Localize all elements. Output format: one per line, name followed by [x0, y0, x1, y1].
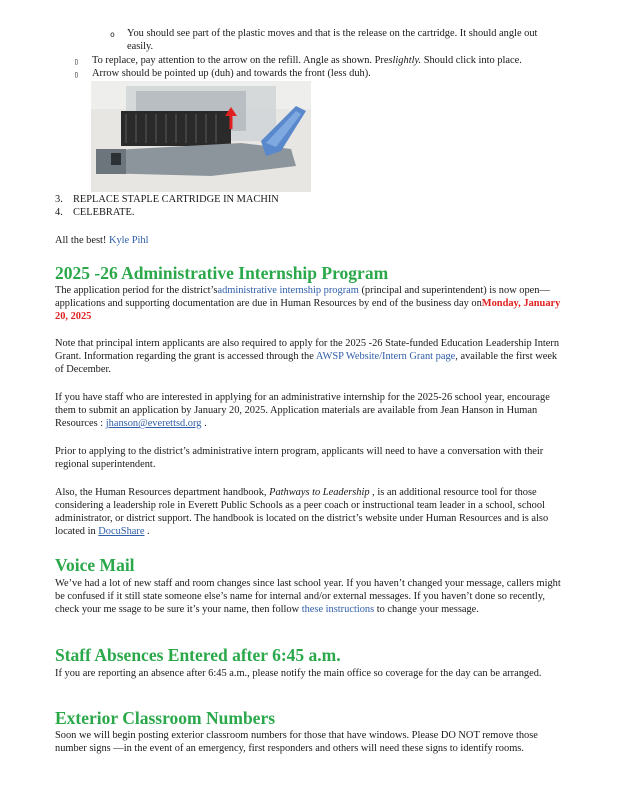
step-item-4: 4. CELEBRATE.: [55, 207, 135, 218]
internship-paragraph-2: Note that principal intern applicants are also required to apply for the 2025 -26 State-funded Education Leadership Intern Grant. Information regarding the grant is accessed through the AWSP Website/Intern Grant page, available the first week of December.: [55, 338, 560, 375]
step-list: [55, 193, 455, 219]
bullet-text: Arrow should be pointed up (duh) and towards the front (less duh).: [92, 68, 371, 79]
handbook-title: Pathways to Leadership: [269, 487, 370, 498]
bullet-text-italic: slightly.: [388, 55, 422, 66]
internship-paragraph-1: The application period for the district’sadministrative internship program (principal and superintendent) is now open—applications and supporting documentation are due in Human Resources by end of the business day onMonday, January 20, 2025: [55, 285, 561, 322]
email-link[interactable]: jhanson@everettsd.org: [105, 418, 202, 429]
heading-voicemail: Voice Mail: [55, 555, 135, 575]
internship-paragraph-5: Also, the Human Resources department handbook, Pathways to Leadership , is an additional resource tool for those considering a leadership role in Everett Public Schools as a peer coach or instructional team leader in a school, school administrator, or district support. The handbook is located on the district’s website under Human Resources and is also located in DocuShare .: [55, 487, 549, 537]
author-name: Kyle Pihl: [108, 235, 149, 246]
stapler-illustration: [91, 81, 311, 192]
bullet-item-arrow: [74, 67, 574, 80]
awsp-link[interactable]: AWSP Website/Intern Grant page: [315, 351, 456, 362]
voicemail-paragraph: We’ve had a lot of new staff and room changes since last school year. If you haven’t changed your message, callers might be confused if it still state someone else’s name for internal and/or external messages. If you haven’t done so recently, check your me ssage to be sure it’s your name, then follow these instructions to change your message.: [55, 578, 561, 615]
staple-cartridge-photo: [91, 81, 311, 192]
bullet-item-replace: [74, 54, 574, 67]
step-item-3: 3. REPLACE STAPLE CARTRIDGE IN MACHIN: [55, 194, 279, 205]
heading-absences: Staff Absences Entered after 6:45 a.m.: [55, 645, 341, 665]
bullet-marker: ▯: [74, 57, 79, 66]
heading-internship: 2025 -26 Administrative Internship Program: [55, 263, 389, 283]
sub-bullet-item: [110, 27, 560, 53]
bullet-marker: ▯: [74, 70, 79, 79]
bullet-text-c: Should click into place.: [421, 55, 522, 66]
internship-paragraph-4: Prior to applying to the district’s administrative intern program, applicants will need to have a conversation with their regional superintendent.: [55, 446, 544, 470]
voicemail-instructions-link[interactable]: these instructions: [301, 604, 375, 615]
signoff: All the best! Kyle Pihl: [55, 235, 149, 246]
internship-paragraph-3: If you have staff who are interested in applying for an administrative internship for the 2025-26 school year, encourage them to submit an application by January 20, 2025. Application materials are available from Jean Hanson in Human Resources : jhanson@everettsd.org .: [55, 392, 550, 429]
bullet-text-a: To replace, pay attention to the arrow on the refill. Angle as shown. Pre: [92, 55, 389, 66]
sub-bullet-marker: o: [110, 30, 115, 39]
due-date: Monday, January 20, 2025: [55, 298, 561, 322]
internship-program-link[interactable]: administrative internship program: [217, 285, 359, 296]
sub-bullet-text: You should see part of the plastic moves and that is the release on the cartridge. It should angle out easily.: [127, 28, 538, 52]
classroom-paragraph: Soon we will begin posting exterior classroom numbers for those that have windows. Please DO NOT remove those number signs —in the event of an emergency, first responders and others will need these signs to identify rooms.: [55, 730, 538, 754]
absences-paragraph: If you are reporting an absence after 6:45 a.m., please notify the main office so coverage for the day can be arranged.: [55, 668, 542, 679]
docushare-link[interactable]: DocuShare: [98, 526, 145, 537]
heading-classroom-numbers: Exterior Classroom Numbers: [55, 708, 276, 728]
